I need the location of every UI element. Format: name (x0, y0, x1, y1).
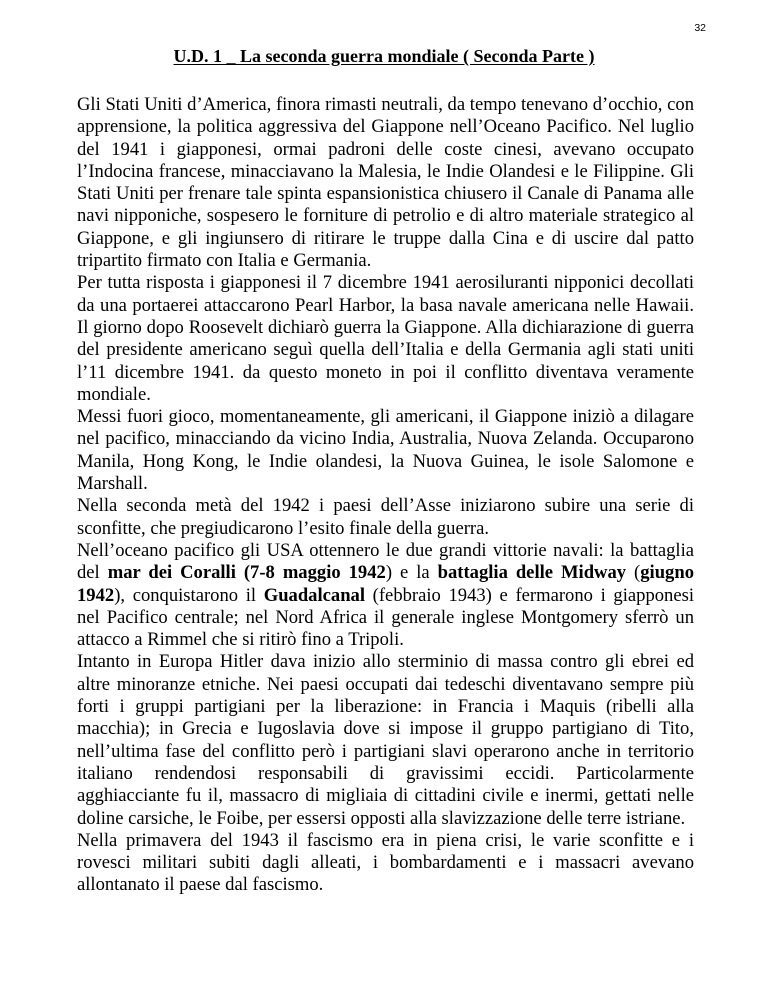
text-run: ( (626, 562, 641, 584)
paragraph: Nella primavera del 1943 il fascismo era in piena crisi, le varie sconfitte e i rovesci militari subiti dagli alleati, i bombardamenti e i massacri avevano allontanato il paese dal fascismo. (77, 829, 694, 896)
text-run: (febbraio 1943) e fermarono i giapponesi nel Pacifico centrale; nel Nord Africa il generale inglese Montgomery sferrò un attacco a Rimmel che si ritirò fino a Tripoli. (77, 584, 694, 651)
paragraph: Nella seconda metà del 1942 i paesi dell’Asse iniziarono subire una serie di sconfitte, che pregiudicarono l’esito finale della guerra. (77, 495, 694, 539)
paragraph: Gli Stati Uniti d’America, finora rimasti neutrali, da tempo tenevano d’occhio, con apprensione, la politica aggressiva del Giappone nell’Oceano Pacifico. Nel luglio del 1941 i giapponesi, ormai padroni delle coste cinesi, avevano occupato l’Indocina francese, minacciavano la Malesia, le Indie Olandesi e le Filippine. Gli Stati Uniti per frenare tale spinta espansionistica chiusero il Canale di Panama alle navi nipponiche, sospesero le forniture di petrolio e di altro materiale strategico al Giappone, e gli ingiunsero di ritirare le truppe dalla Cina e di uscire dal patto tripartito firmato con Italia e Germania. (77, 94, 694, 272)
body-text (77, 94, 694, 897)
text-run: ), conquistarono il (114, 584, 264, 606)
paragraph: Per tutta risposta i giapponesi il 7 dicembre 1941 aerosiluranti nipponici decollati da una portaerei attaccarono Pearl Harbor, la basa navale americana nelle Hawaii. Il giorno dopo Roosevelt dichiarò guerra la Giappone. Alla dichiarazione di guerra del presidente americano seguì quella dell’Italia e della Germania agli stati uniti l’11 dicembre 1941. da questo moneto in poi il conflitto diventava veramente mondiale. (77, 272, 694, 405)
paragraph: Messi fuori gioco, momentaneamente, gli americani, il Giappone iniziò a dilagare nel pacifico, minacciando da vicino India, Australia, Nuova Zelanda. Occuparono Manila, Hong Kong, le Indie olandesi, la Nuova Guinea, le isole Salomone e Marshall. (77, 406, 694, 495)
text-run: Nell’oceano pacifico gli USA ottennero le due grandi vittorie navali: la battaglia del (77, 539, 694, 584)
bold-text: mar dei Coralli (7-8 maggio 1942 (107, 562, 386, 584)
paragraph: Intanto in Europa Hitler dava inizio allo sterminio di massa contro gli ebrei ed altre minoranze etniche. Nei paesi occupati dai tedeschi diventavano sempre più forti i gruppi partigiani per la liberazione: in Francia i Maquis (ribelli alla macchia); in Grecia e Iugoslavia dove si impose il gruppo partigiano di Tito, nell’ultima fase del conflitto però i partigiani slavi operarono anche in territorio italiano rendendosi responsabili di gravissimi eccidi. Particolarmente agghiacciante fu il, massacro di migliaia di cittadini civile e inermi, gettati nelle doline carsiche, le Foibe, per essersi opposti alla slavizzazione delle terre istriane. (77, 651, 694, 829)
text-run: ) e la (385, 562, 438, 584)
bold-text: Guadalcanal (263, 584, 365, 606)
bold-text: battaglia delle Midway (437, 562, 627, 584)
bold-text: giugno 1942 (77, 562, 694, 606)
page-title: U.D. 1 _ La seconda guerra mondiale ( Seconda Parte ) (173, 46, 595, 66)
page-number: 32 (694, 22, 706, 34)
paragraph (77, 540, 694, 651)
